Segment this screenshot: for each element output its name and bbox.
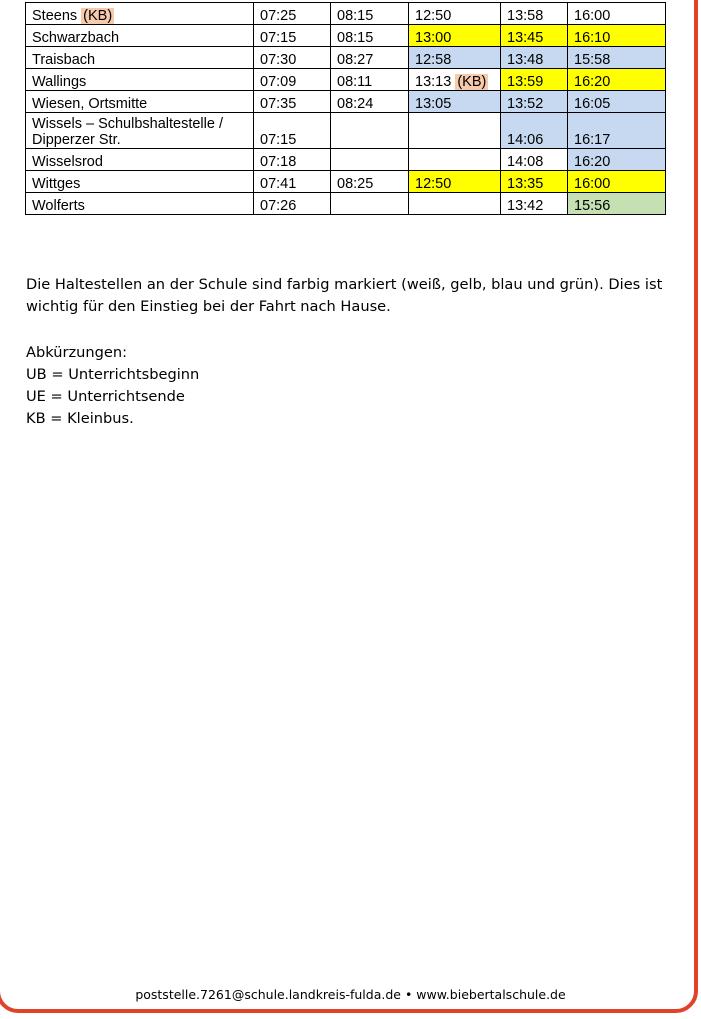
time-cell: 07:09 [254,69,331,91]
table-row [26,69,666,91]
abbreviations [26,342,686,430]
color-note-text: Die Haltestellen an der Schule sind farbig markiert (weiß, gelb, blau und grün). Dies ist wichtig für den Einstieg bei der Fahrt nach Hause. [26,276,663,315]
time-cell-yellow: 13:45 [501,25,568,47]
time-cell: 07:30 [254,47,331,69]
time-cell: 08:15 [331,25,409,47]
table-row [26,91,666,113]
time-cell-yellow: 16:20 [568,69,666,91]
bus-timetable [25,2,666,215]
time-cell: 08:24 [331,91,409,113]
stop-name: Wittges [26,171,254,193]
time-cell-blue: 16:20 [568,149,666,171]
stop-name: Wolferts [26,193,254,215]
footer-contact: poststelle.7261@schule.landkreis-fulda.de • www.biebertalschule.de [135,987,566,1002]
table-row [26,113,666,149]
time-cell [409,149,501,171]
time-cell: 13:42 [501,193,568,215]
time-cell: 08:15 [331,3,409,25]
time-cell-yellow: 16:00 [568,171,666,193]
stop-name: Wisselsrod [26,149,254,171]
color-note [26,274,686,318]
kleinbus-badge: (KB) [83,8,113,24]
time-cell: 16:00 [568,3,666,25]
time-cell-blue: 13:05 [409,91,501,113]
table-row [26,193,666,215]
time-cell: 07:41 [254,171,331,193]
abbreviation-item: KB = Kleinbus. [26,410,134,427]
table-row [26,25,666,47]
table-row [26,149,666,171]
time-cell: 07:15 [254,113,331,149]
time-cell-yellow: 12:50 [409,171,501,193]
time-cell-blue: 16:17 [568,113,666,149]
time-cell-blue: 12:58 [409,47,501,69]
time-cell: 07:26 [254,193,331,215]
time-cell-blue: 15:58 [568,47,666,69]
time-cell-yellow: 16:10 [568,25,666,47]
kleinbus-badge: (KB) [457,74,487,90]
time-cell: 12:50 [409,3,501,25]
time-cell: 08:11 [331,69,409,91]
time-cell: 13:58 [501,3,568,25]
time-cell [331,193,409,215]
abbreviation-item: UB = Unterrichtsbeginn [26,366,200,383]
time-cell [331,149,409,171]
stop-name: Wallings [26,69,254,91]
time-cell: 13:13 (KB) [409,69,501,91]
abbreviation-item: UE = Unterrichtsende [26,388,185,405]
time-cell-blue: 14:06 [501,113,568,149]
time-cell: 07:35 [254,91,331,113]
table-row [26,3,666,25]
stop-name: Wissels – Schulbshaltestelle / Dipperzer Str. [26,113,254,149]
time-cell-green: 15:56 [568,193,666,215]
time-cell-yellow: 13:00 [409,25,501,47]
stop-name: Wiesen, Ortsmitte [26,91,254,113]
time-cell: 07:25 [254,3,331,25]
stop-name: Traisbach [26,47,254,69]
time-cell: 14:08 [501,149,568,171]
stop-name: Steens (KB) [26,3,254,25]
abbreviations-heading: Abkürzungen: [26,344,128,361]
time-cell: 08:25 [331,171,409,193]
time-cell-blue: 16:05 [568,91,666,113]
time-cell-blue: 13:52 [501,91,568,113]
stop-name: Schwarzbach [26,25,254,47]
time-cell-blue: 13:48 [501,47,568,69]
time-cell: 07:15 [254,25,331,47]
table-row [26,171,666,193]
time-cell [409,193,501,215]
time-cell [331,113,409,149]
time-cell: 07:18 [254,149,331,171]
time-cell-yellow: 13:59 [501,69,568,91]
time-cell: 08:27 [331,47,409,69]
time-cell-yellow: 13:35 [501,171,568,193]
time-cell [409,113,501,149]
table-row [26,47,666,69]
